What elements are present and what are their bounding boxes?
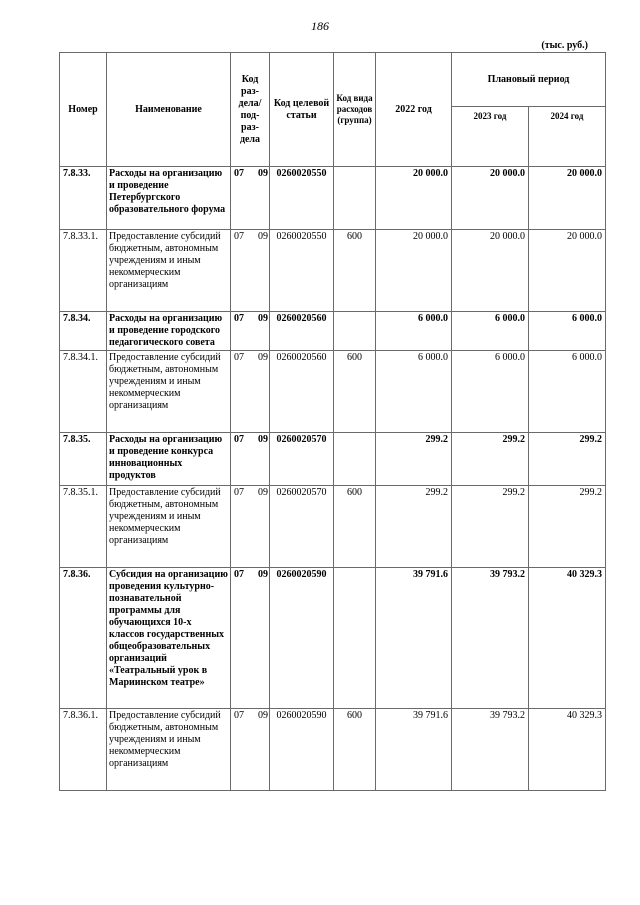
header-name: Наименование [107, 53, 231, 167]
budget-table [59, 52, 606, 791]
row-amount-2024: 6 000.0 [529, 351, 606, 433]
row-target-code: 0260020560 [270, 312, 334, 351]
row-razdel-subsection: 09 [258, 487, 268, 498]
row-amount-2022: 20 000.0 [376, 167, 452, 230]
row-amount-2023: 6 000.0 [452, 351, 529, 433]
row-amount-2024: 20 000.0 [529, 167, 606, 230]
row-expense-code: 600 [334, 709, 376, 791]
table-row [60, 568, 606, 709]
row-name: Предоставление субсидий бюджетным, автономным учреждениям и иным некоммерческим организациям [107, 709, 231, 791]
row-target-code: 0260020560 [270, 351, 334, 433]
row-expense-code [334, 167, 376, 230]
row-razdel-section: 07 [234, 487, 244, 498]
table-row [60, 709, 606, 791]
row-razdel-subsection: 09 [258, 569, 268, 580]
row-razdel [231, 167, 270, 230]
row-amount-2024: 40 329.3 [529, 568, 606, 709]
row-amount-2022: 6 000.0 [376, 351, 452, 433]
row-number: 7.8.36. [60, 568, 107, 709]
table-row [60, 167, 606, 230]
row-name: Предоставление субсидий бюджетным, автономным учреждениям и иным некоммерческим организациям [107, 486, 231, 568]
row-razdel [231, 230, 270, 312]
row-razdel [231, 709, 270, 791]
row-razdel-section: 07 [234, 313, 244, 324]
units-label: (тыс. руб.) [541, 40, 588, 51]
table-row [60, 312, 606, 351]
row-number: 7.8.35. [60, 433, 107, 486]
row-amount-2023: 39 793.2 [452, 709, 529, 791]
header-target: Код целевой статьи [270, 53, 334, 167]
row-name: Расходы на организацию и проведение Петербургского образовательного форума [107, 167, 231, 230]
row-expense-code: 600 [334, 486, 376, 568]
row-razdel-subsection: 09 [258, 710, 268, 721]
row-amount-2023: 20 000.0 [452, 230, 529, 312]
row-number: 7.8.33.1. [60, 230, 107, 312]
row-razdel-subsection: 09 [258, 434, 268, 445]
row-expense-code [334, 568, 376, 709]
row-razdel [231, 486, 270, 568]
row-razdel [231, 433, 270, 486]
row-expense-code [334, 312, 376, 351]
row-target-code: 0260020550 [270, 230, 334, 312]
row-name: Предоставление субсидий бюджетным, автономным учреждениям и иным некоммерческим организациям [107, 351, 231, 433]
row-number: 7.8.35.1. [60, 486, 107, 568]
row-amount-2023: 6 000.0 [452, 312, 529, 351]
row-razdel [231, 568, 270, 709]
row-amount-2024: 6 000.0 [529, 312, 606, 351]
row-amount-2024: 40 329.3 [529, 709, 606, 791]
row-amount-2023: 299.2 [452, 486, 529, 568]
row-razdel-section: 07 [234, 710, 244, 721]
row-razdel-subsection: 09 [258, 313, 268, 324]
row-razdel-section: 07 [234, 168, 244, 179]
row-amount-2022: 299.2 [376, 486, 452, 568]
page-number: 186 [311, 19, 329, 33]
row-expense-code [334, 433, 376, 486]
row-amount-2024: 299.2 [529, 486, 606, 568]
row-razdel-subsection: 09 [258, 231, 268, 242]
row-razdel-subsection: 09 [258, 352, 268, 363]
row-amount-2022: 299.2 [376, 433, 452, 486]
row-amount-2024: 20 000.0 [529, 230, 606, 312]
row-name: Предоставление субсидий бюджетным, автономным учреждениям и иным некоммерческим организациям [107, 230, 231, 312]
row-target-code: 0260020550 [270, 167, 334, 230]
table-row [60, 351, 606, 433]
row-name: Субсидия на организацию проведения культурно-познавательной программы для обучающихся 10-х классов государственных общеобразовательных организаций «Театральный урок в Мариинском театре» [107, 568, 231, 709]
header-year-2023: 2023 год [452, 107, 529, 167]
row-name: Расходы на организацию и проведение конкурса инновационных продуктов [107, 433, 231, 486]
row-expense-code: 600 [334, 351, 376, 433]
row-razdel [231, 351, 270, 433]
table-row [60, 230, 606, 312]
row-razdel-section: 07 [234, 231, 244, 242]
header-razdel: Код раз-дела/ под-раз-дела [231, 53, 270, 167]
row-number: 7.8.33. [60, 167, 107, 230]
table-body [60, 167, 606, 791]
row-amount-2022: 39 791.6 [376, 709, 452, 791]
row-amount-2023: 299.2 [452, 433, 529, 486]
row-amount-2022: 20 000.0 [376, 230, 452, 312]
header-year-2022: 2022 год [376, 53, 452, 167]
row-amount-2023: 39 793.2 [452, 568, 529, 709]
row-amount-2024: 299.2 [529, 433, 606, 486]
row-target-code: 0260020590 [270, 568, 334, 709]
table-row [60, 433, 606, 486]
row-target-code: 0260020570 [270, 433, 334, 486]
row-razdel [231, 312, 270, 351]
header-year-2024: 2024 год [529, 107, 606, 167]
row-razdel-subsection: 09 [258, 168, 268, 179]
row-name: Расходы на организацию и проведение городского педагогического совета [107, 312, 231, 351]
row-expense-code: 600 [334, 230, 376, 312]
row-number: 7.8.34.1. [60, 351, 107, 433]
row-amount-2023: 20 000.0 [452, 167, 529, 230]
row-razdel-section: 07 [234, 352, 244, 363]
row-number: 7.8.34. [60, 312, 107, 351]
row-target-code: 0260020570 [270, 486, 334, 568]
row-razdel-section: 07 [234, 569, 244, 580]
header-number: Номер [60, 53, 107, 167]
row-target-code: 0260020590 [270, 709, 334, 791]
row-razdel-section: 07 [234, 434, 244, 445]
header-plan-period: Плановый период [452, 53, 606, 107]
row-amount-2022: 39 791.6 [376, 568, 452, 709]
row-amount-2022: 6 000.0 [376, 312, 452, 351]
header-expense: Код вида расходов (группа) [334, 53, 376, 167]
row-number: 7.8.36.1. [60, 709, 107, 791]
table-row [60, 486, 606, 568]
